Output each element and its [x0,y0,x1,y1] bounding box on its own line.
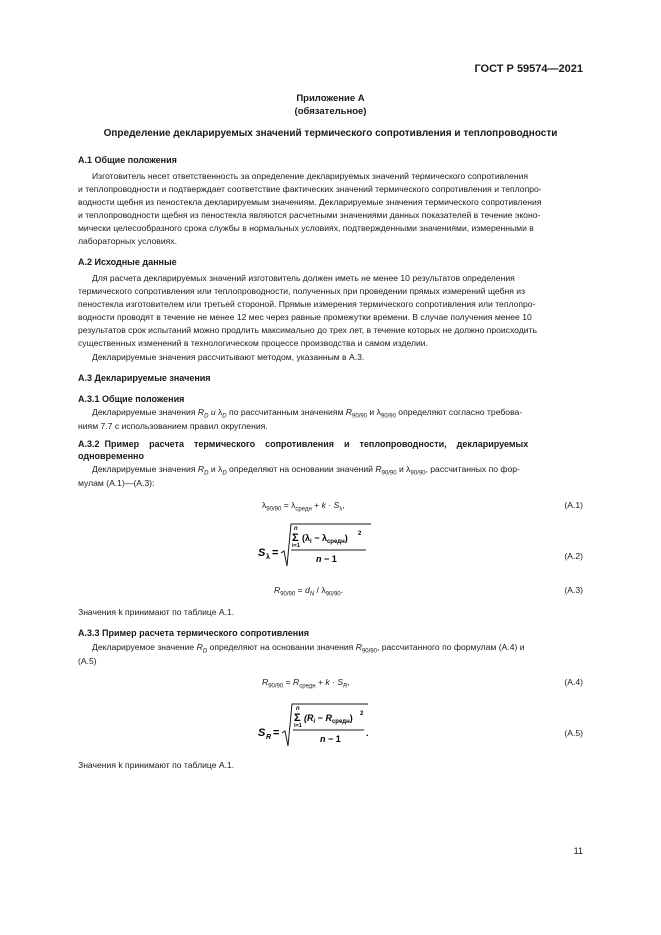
annex-heading [0,92,661,118]
svg-text:.: . [366,728,369,738]
svg-text:=: = [273,727,280,739]
svg-text:R: R [266,734,272,741]
section-a3-heading: А.3 Декларируемые значения [78,373,211,383]
paragraph-line: лабораторных условиях. [78,236,177,246]
svg-text:(λi − λсредн): $(\lambda_i - \lambda_{средн})$ [302,533,348,545]
section-a33-heading: А.3.3 Пример расчета термического сопротивления [78,628,309,638]
paragraph-line: ниям 7.7 с использованием правил округления. [78,421,268,431]
formula-a5 [256,700,376,750]
svg-text:λ: λ [266,554,270,561]
section-a2-heading: А.2 Исходные данные [78,257,177,267]
paragraph-line: и теплопроводности и подтверждает соответствие фактических значений термического сопротивления и теплопро- [78,184,542,194]
svg-text:=: = [272,547,279,559]
formula-a1: $\lambda_{90/90} = \lambda_{средн} + k \cdot S_\lambda$, [262,500,345,513]
annex-title: Приложение А [296,93,365,104]
paragraph-line: (А.5) [78,656,97,666]
formula-a2 [256,520,376,570]
paragraph-line: мически целесообразного срока службы в нормальных условиях, подтвержденными значениями, измеренными в [78,223,534,233]
svg-text:S: S [258,547,266,559]
equation-number: (А.4) [564,677,583,687]
main-title: Определение декларируемых значений термического сопротивления и теплопроводности [103,128,558,139]
annex-status: (обязательное) [294,106,367,117]
svg-text:(Ri − Rсредн): $(R_i - R_{средн})$ [304,713,353,725]
section-a31-heading: А.3.1 Общие положения [78,394,185,404]
svg-text:n − 1: n − 1 [316,554,337,564]
paragraph-line: Значения k принимают по таблице А.1. [78,607,235,617]
paragraph-line: Декларируемые значения $R_D$ и $\lambda_D$ определяют на основании значений $R_{90/90}$ и $\lambda_{90/90}$, рассчитанных по фор- [92,464,520,477]
section-a1-heading: А.1 Общие положения [78,155,177,165]
paragraph-line: Изготовитель несет ответственность за определение декларируемых значений термического сопротивления [92,171,529,181]
paragraph-line: термического сопротивления или теплопроводности, полученных при проведении прямых измерений щебня из [78,286,526,296]
equation-number: (А.2) [564,551,583,561]
svg-text:i=1: i=1 [294,723,302,729]
paragraph-line: Декларируемые значения рассчитывают методом, указанным в А.3. [92,352,365,362]
formula-a4: $R_{90/90} = R_{средн} + k \cdot S_R$, [262,677,350,690]
svg-text:n: n [294,526,298,532]
paragraph-line: пеностекла изготовителем или третьей стороной. Прямые измерения термического сопротивления или теплопро- [78,299,536,309]
svg-text:S: S [258,727,266,739]
paragraph-line: Декларируемое значение $R_D$ определяют на основании значения $R_{90/90}$, рассчитанного по формулам (А.4) и [92,642,525,655]
paragraph-line: Для расчета декларируемых значений изготовитель должен иметь не менее 10 результатов определения [92,273,515,283]
svg-text:2: 2 [360,711,364,717]
svg-text:Σ: Σ [292,532,299,544]
svg-text:i=1: i=1 [292,543,300,549]
svg-text:n: n [296,706,300,712]
svg-text:n − 1: n − 1 [320,734,341,744]
paragraph-line: Декларируемые значения $R_D$ и $\lambda_D$ по рассчитанным значениям $R_{90/90}$ и $\lambda_{90/90}$ определяют согласно требова- [92,407,523,420]
equation-number: (А.3) [564,585,583,595]
svg-text:2: 2 [358,531,362,537]
section-a32-heading-line1: А.3.2 Пример расчета термического сопротивления и теплопроводности, декларируемых [78,439,529,449]
paragraph-line: мулам (А.1)—(А.3): [78,478,155,488]
paragraph-line: водности щебня из пеностекла декларируемым значениям. Декларируемые значения термического сопротивления [78,197,542,207]
paragraph-line: результатов срок испытаний можно продлить максимально до трех лет, в течение которых не должно происходить [78,325,537,335]
section-a32-heading-line2: одновременно [78,451,144,461]
paragraph-line: водности проводят в течение не менее 12 мес через равные промежутки времени. В случае получения менее 10 [78,312,532,322]
paragraph-line: существенных изменений в технологическом процессе производства и самом изделии. [78,338,428,348]
equation-number: (А.1) [564,500,583,510]
paragraph-line: и теплопроводности щебня из пеностекла являются расчетными значениями данных показателей в течение эконо- [78,210,541,220]
paragraph-line: Значения k принимают по таблице А.1. [78,760,235,770]
svg-text:Σ: Σ [294,712,301,724]
formula-a3: $R_{90/90} = d_N / \lambda_{90/90}$. [274,585,344,598]
equation-number: (А.5) [564,728,583,738]
page-number: 11 [573,846,583,856]
standard-number: ГОСТ Р 59574—2021 [474,63,583,75]
